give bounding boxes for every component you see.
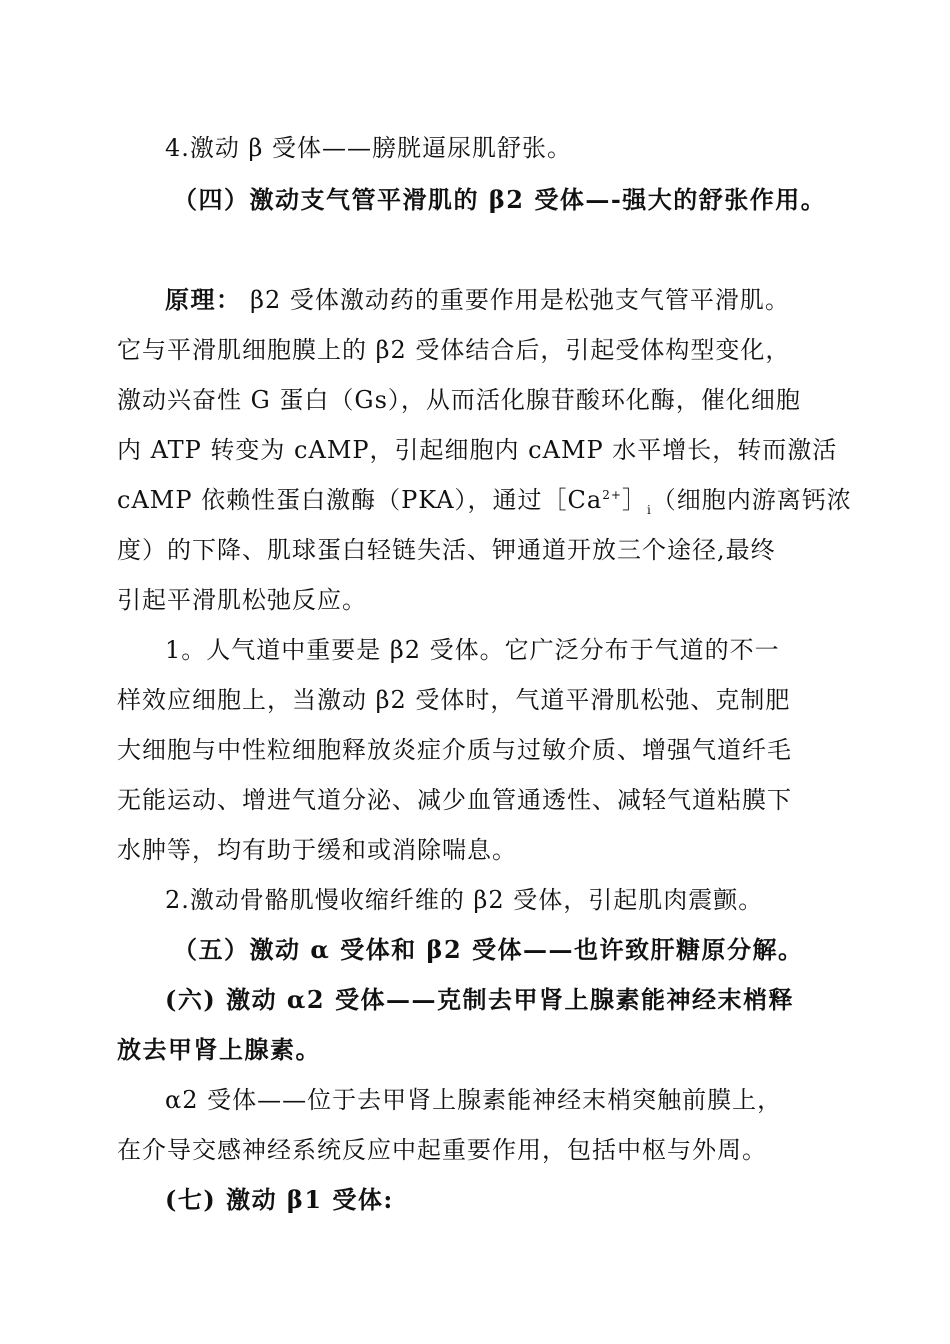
line-bladder-relax: 4.激动 β 受体——膀胱逼尿肌舒张。: [165, 134, 573, 162]
heading-section-6-line-2: 放去甲肾上腺素。: [117, 1035, 321, 1064]
item1-line-3: 大细胞与中性粒细胞释放炎症介质与过敏介质、增强气道纤毛: [117, 736, 792, 764]
principle-line-1: [165, 285, 790, 315]
item1-line-2: 样效应细胞上，当激动 β2 受体时，气道平滑肌松弛、克制肥: [117, 686, 791, 714]
heading-section-6-line-1: (六) 激动 α2 受体——克制去甲肾上腺素能神经末梢释: [165, 985, 794, 1014]
heading-section-7: (七) 激动 β1 受体:: [165, 1185, 394, 1214]
principle-line-7: 引起平滑肌松弛反应。: [117, 586, 367, 614]
principle-text-1: β2 受体激动药的重要作用是松弛支气管平滑肌。: [241, 286, 790, 314]
principle-line-6: 度）的下降、肌球蛋白轻链失活、钾通道开放三个途径,最终: [117, 536, 776, 564]
principle-label: 原理：: [165, 285, 242, 314]
principle-line-2: 它与平滑肌细胞膜上的 β2 受体结合后，引起受体构型变化，: [117, 336, 791, 364]
principle-line-4: 内 ATP 转变为 cAMP，引起细胞内 cAMP 水平增长，转而激活: [117, 436, 838, 464]
item1-line-5: 水肿等，均有助于缓和或消除喘息。: [117, 836, 517, 864]
principle-line-3: 激动兴奋性 G 蛋白（Gs），从而活化腺苷酸环化酶，催化细胞: [117, 386, 801, 414]
heading-section-5: （五）激动 α 受体和 β2 受体——也许致肝糖原分解。: [173, 935, 804, 964]
alpha2-line-1: α2 受体——位于去甲肾上腺素能神经末梢突触前膜上，: [165, 1086, 783, 1114]
item1-line-1: 1。人气道中重要是 β2 受体。它广泛分布于气道的不一: [165, 636, 780, 664]
principle-line-5: [117, 485, 852, 515]
heading-section-4: （四）激动支气管平滑肌的 β2 受体—-强大的舒张作用。: [173, 185, 827, 214]
item2-line-1: 2.激动骨骼肌慢收缩纤维的 β2 受体，引起肌肉震颤。: [165, 886, 764, 914]
principle-line-5-post: （细胞内游离钙浓: [651, 486, 852, 514]
intracellular-subscript: i: [646, 502, 652, 517]
principle-line-5-pre: cAMP 依赖性蛋白激酶（PKA），通过［Ca: [117, 486, 603, 514]
principle-line-5-bracket: ］: [621, 486, 647, 514]
item1-line-4: 无能运动、增进气道分泌、减少血管通透性、减轻气道粘膜下: [117, 786, 792, 814]
calcium-charge-superscript: 2+: [602, 488, 622, 502]
alpha2-line-2: 在介导交感神经系统反应中起重要作用，包括中枢与外周。: [117, 1136, 767, 1164]
